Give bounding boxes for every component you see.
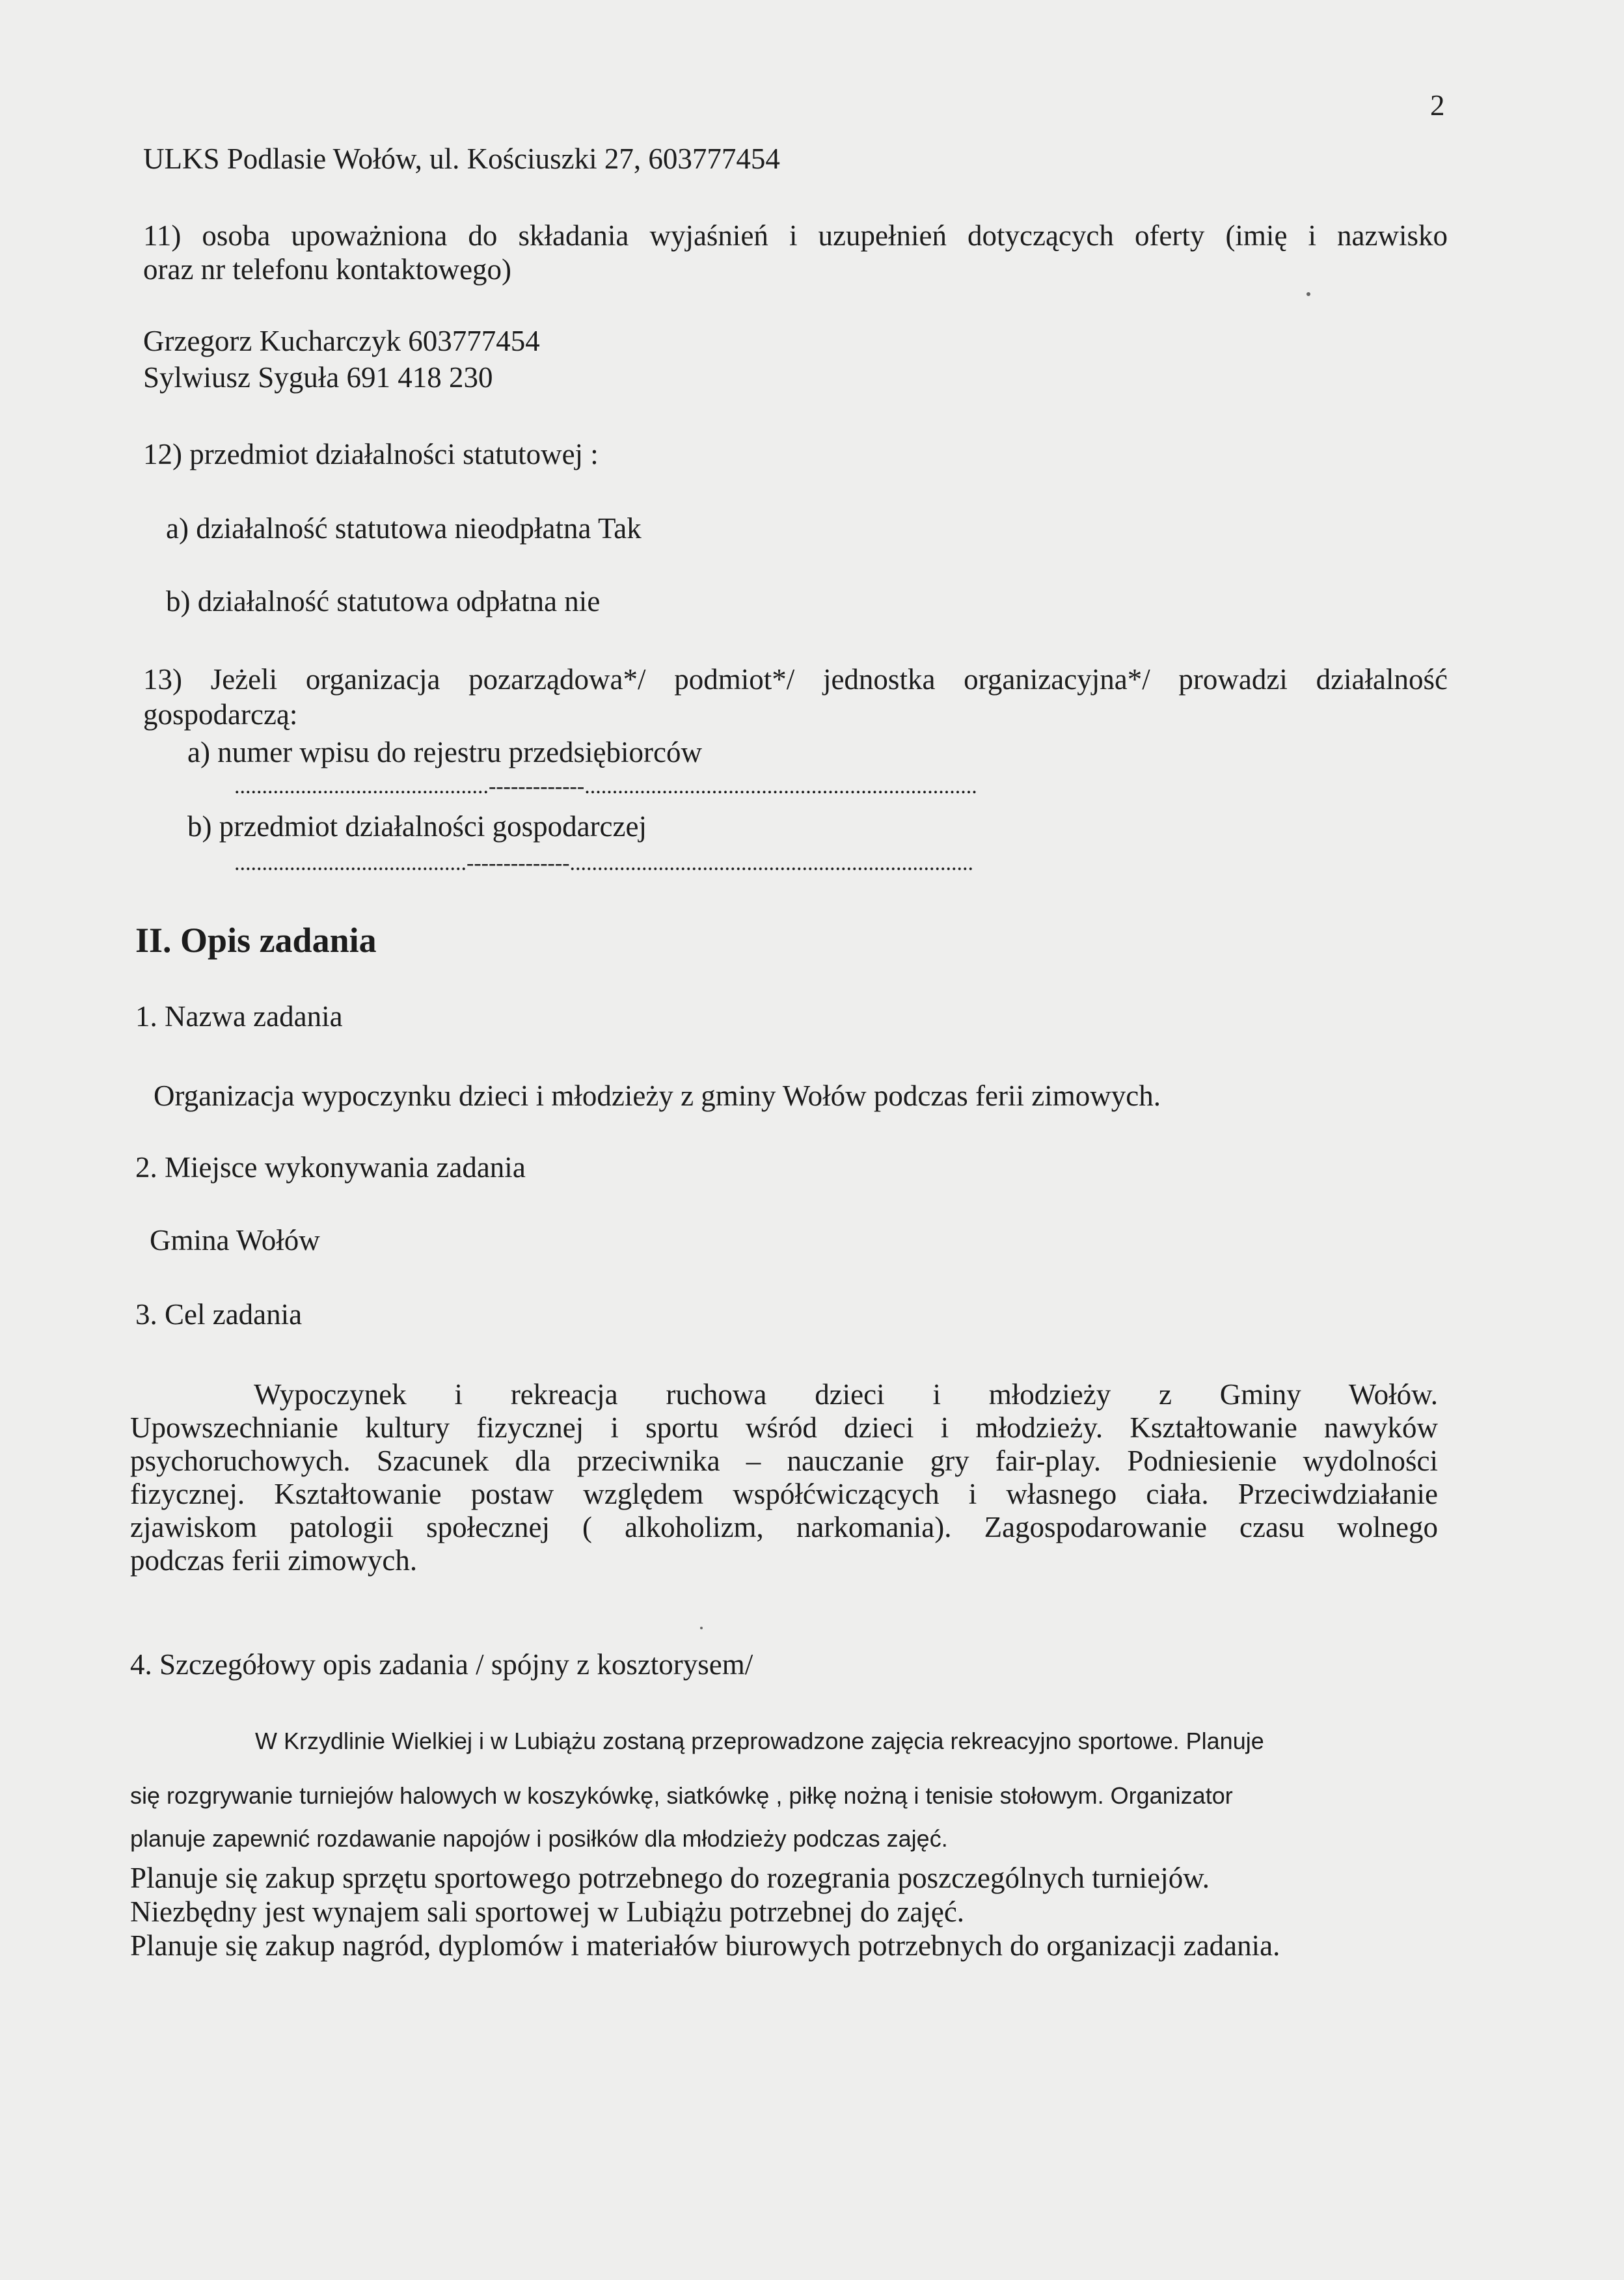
item13-line1: 13) Jeżeli organizacja pozarządowa*/ podmiot*/ jednostka organizacyjna*/ prowadzi działalność bbox=[143, 663, 1448, 696]
task-description-label: 4. Szczegółowy opis zadania / spójny z kosztorysem/ bbox=[130, 1648, 753, 1681]
item13-option-a: a) numer wpisu do rejestru przedsiębiorców bbox=[187, 736, 702, 768]
contact-person-1: Grzegorz Kucharczyk 603777454 bbox=[143, 325, 540, 357]
task-location-label: 2. Miejsce wykonywania zadania bbox=[135, 1151, 526, 1184]
task-goal-line: Upowszechnianie kultury fizycznej i sportu wśród dzieci i młodzieży. Kształtowanie nawyków bbox=[130, 1411, 1438, 1444]
page-number: 2 bbox=[1430, 89, 1445, 122]
task-goal-line: fizycznej. Kształtowanie postaw względem współćwiczących i własnego ciała. Przeciwdziałanie bbox=[130, 1478, 1438, 1510]
item12-option-b: b) działalność statutowa odpłatna nie bbox=[166, 585, 601, 618]
task-description-line: Planuje się zakup sprzętu sportowego potrzebnego do rozegrania poszczególnych turniejów. bbox=[130, 1862, 1210, 1894]
item11-line2: oraz nr telefonu kontaktowego) bbox=[143, 253, 512, 286]
item12-heading: 12) przedmiot działalności statutowej : bbox=[143, 438, 599, 470]
task-goal-line: podczas ferii zimowych. bbox=[130, 1544, 418, 1577]
item11-line1: 11) osoba upoważniona do składania wyjaśnień i uzupełnień dotyczących oferty (imię i nazwisko bbox=[143, 219, 1448, 252]
scan-speck bbox=[700, 1627, 703, 1629]
task-description-line: Planuje się zakup nagród, dyplomów i materiałów biurowych potrzebnych do organizacji zadania. bbox=[130, 1929, 1280, 1962]
scan-speck bbox=[1306, 292, 1310, 296]
task-goal-paragraph bbox=[130, 1378, 1438, 1577]
task-description-line: W Krzydlinie Wielkiej i w Lubiążu zostaną przeprowadzone zajęcia rekreacyjno sportowe. Planuje bbox=[255, 1728, 1264, 1754]
task-description-line: planuje zapewnić rozdawanie napojów i posiłków dla młodzieży podczas zajęć. bbox=[130, 1825, 948, 1852]
task-goal-line: Wypoczynek i rekreacja ruchowa dzieci i młodzieży z Gminy Wołów. bbox=[254, 1378, 1438, 1411]
task-goal-line: zjawiskom patologii społecznej ( alkoholizm, narkomania). Zagospodarowanie czasu wolnego bbox=[130, 1511, 1438, 1543]
section-title: II. Opis zadania bbox=[135, 921, 377, 960]
item13-line2: gospodarczą: bbox=[143, 698, 298, 731]
task-goal-label: 3. Cel zadania bbox=[135, 1298, 303, 1331]
task-location-value: Gmina Wołów bbox=[150, 1224, 320, 1256]
task-description-line: się rozgrywanie turniejów halowych w koszykówkę, siatkówkę , piłkę nożną i tenisie stołowym. Organizator bbox=[130, 1782, 1233, 1809]
task-name-label: 1. Nazwa zadania bbox=[135, 1000, 343, 1033]
item13-option-a-fill: ..............................................-------------....................................................................... bbox=[234, 776, 977, 798]
task-goal-line: psychoruchowych. Szacunek dla przeciwnika – nauczanie gry fair-play. Podniesienie wydolności bbox=[130, 1445, 1438, 1477]
task-description-line: Niezbędny jest wynajem sali sportowej w Lubiążu potrzebnej do zajęć. bbox=[130, 1895, 965, 1928]
task-name-value: Organizacja wypoczynku dzieci i młodzieży z gminy Wołów podczas ferii zimowych. bbox=[154, 1079, 1161, 1112]
item12-option-a: a) działalność statutowa nieodpłatna Tak bbox=[166, 512, 642, 545]
item13-option-b-fill: ..........................................--------------......................................................................... bbox=[234, 852, 974, 875]
organization-header: ULKS Podlasie Wołów, ul. Kościuszki 27, 603777454 bbox=[143, 142, 780, 175]
item13-option-b: b) przedmiot działalności gospodarczej bbox=[187, 810, 647, 843]
contact-person-2: Sylwiusz Syguła 691 418 230 bbox=[143, 361, 493, 394]
